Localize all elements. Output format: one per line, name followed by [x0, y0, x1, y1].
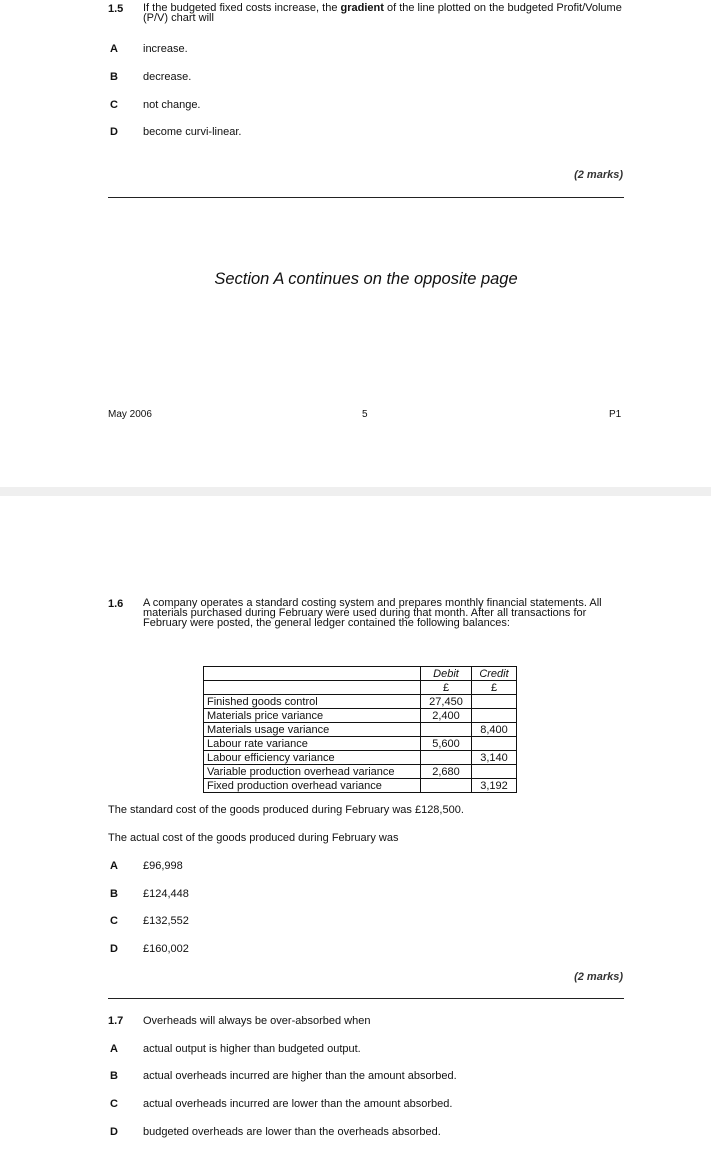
question-number: 1.7	[108, 1015, 124, 1027]
table-header-cell: Credit	[472, 667, 517, 681]
question-number: 1.5	[108, 3, 124, 15]
question-text: A company operates a standard costing system and prepares monthly financial statements. All materials purchased during February were used during that month. After all transactions for February were posted, the general ledger contained the following balances:	[143, 597, 602, 629]
footer-paper-code: P1	[609, 409, 622, 420]
option-text-b: decrease.	[143, 71, 192, 83]
option-letter-c: C	[110, 99, 118, 111]
table-cell	[472, 765, 517, 779]
table-cell	[421, 779, 472, 793]
table-row	[204, 751, 517, 765]
option-text-d: budgeted overheads are lower than the overheads absorbed.	[143, 1126, 441, 1138]
table-cell	[472, 695, 517, 709]
table-cell: Finished goods control	[204, 695, 421, 709]
question-number: 1.6	[108, 598, 124, 610]
table-cell	[472, 737, 517, 751]
marks-label: (2 marks)	[574, 169, 623, 181]
option-text-b: £124,448	[143, 888, 189, 900]
option-text-d: become curvi-linear.	[143, 126, 242, 138]
page-6	[0, 496, 711, 1150]
marks-label: (2 marks)	[574, 971, 623, 983]
option-text-c: £132,552	[143, 915, 189, 927]
option-text-a: actual output is higher than budgeted output.	[143, 1043, 361, 1055]
table-row	[204, 737, 517, 751]
table-cell: Materials price variance	[204, 709, 421, 723]
table-header-row	[204, 667, 517, 681]
table-cell: Materials usage variance	[204, 723, 421, 737]
table-header-cell: Debit	[421, 667, 472, 681]
ledger-balances-table	[203, 666, 517, 793]
table-cell: 2,400	[421, 709, 472, 723]
footer-date: May 2006	[108, 409, 152, 420]
option-letter-d: D	[110, 126, 118, 138]
table-cell: Labour efficiency variance	[204, 751, 421, 765]
option-letter-c: C	[110, 915, 118, 927]
table-cell: £	[421, 681, 472, 695]
table-cell	[421, 751, 472, 765]
option-text-c: actual overheads incurred are lower than the amount absorbed.	[143, 1098, 453, 1110]
table-currency-row	[204, 681, 517, 695]
option-letter-b: B	[110, 888, 118, 900]
table-row	[204, 709, 517, 723]
table-cell	[472, 709, 517, 723]
option-letter-a: A	[110, 1043, 118, 1055]
option-letter-a: A	[110, 43, 118, 55]
page-gap	[0, 487, 711, 496]
question-text: Overheads will always be over-absorbed when	[143, 1015, 371, 1027]
divider	[108, 197, 624, 198]
option-text-c: not change.	[143, 99, 201, 111]
table-cell: 27,450	[421, 695, 472, 709]
option-letter-c: C	[110, 1098, 118, 1110]
table-cell: Fixed production overhead variance	[204, 779, 421, 793]
table-cell: 3,192	[472, 779, 517, 793]
option-text-a: £96,998	[143, 860, 183, 872]
table-cell	[204, 681, 421, 695]
option-letter-d: D	[110, 943, 118, 955]
table-row	[204, 779, 517, 793]
table-row	[204, 765, 517, 779]
standard-cost-statement: The standard cost of the goods produced during February was £128,500.	[108, 804, 464, 816]
option-letter-d: D	[110, 1126, 118, 1138]
option-letter-b: B	[110, 71, 118, 83]
page-5	[0, 0, 711, 487]
option-text-b: actual overheads incurred are higher than the amount absorbed.	[143, 1070, 457, 1082]
option-text-d: £160,002	[143, 943, 189, 955]
table-cell: £	[472, 681, 517, 695]
table-row	[204, 723, 517, 737]
footer-page-number: 5	[362, 409, 368, 420]
option-letter-a: A	[110, 860, 118, 872]
option-letter-b: B	[110, 1070, 118, 1082]
table-cell: 8,400	[472, 723, 517, 737]
table-cell: Variable production overhead variance	[204, 765, 421, 779]
table-cell: 2,680	[421, 765, 472, 779]
table-cell: 5,600	[421, 737, 472, 751]
table-cell	[421, 723, 472, 737]
divider	[108, 998, 624, 999]
section-continues-note: Section A continues on the opposite page	[214, 270, 518, 288]
table-cell: Labour rate variance	[204, 737, 421, 751]
question-text: If the budgeted fixed costs increase, the gradient of the line plotted on the budgeted Profit/Volume (P/V) chart will	[143, 2, 622, 24]
option-text-a: increase.	[143, 43, 188, 55]
table-row	[204, 695, 517, 709]
table-header-cell	[204, 667, 421, 681]
question-stem: The actual cost of the goods produced during February was	[108, 832, 399, 844]
table-cell: 3,140	[472, 751, 517, 765]
